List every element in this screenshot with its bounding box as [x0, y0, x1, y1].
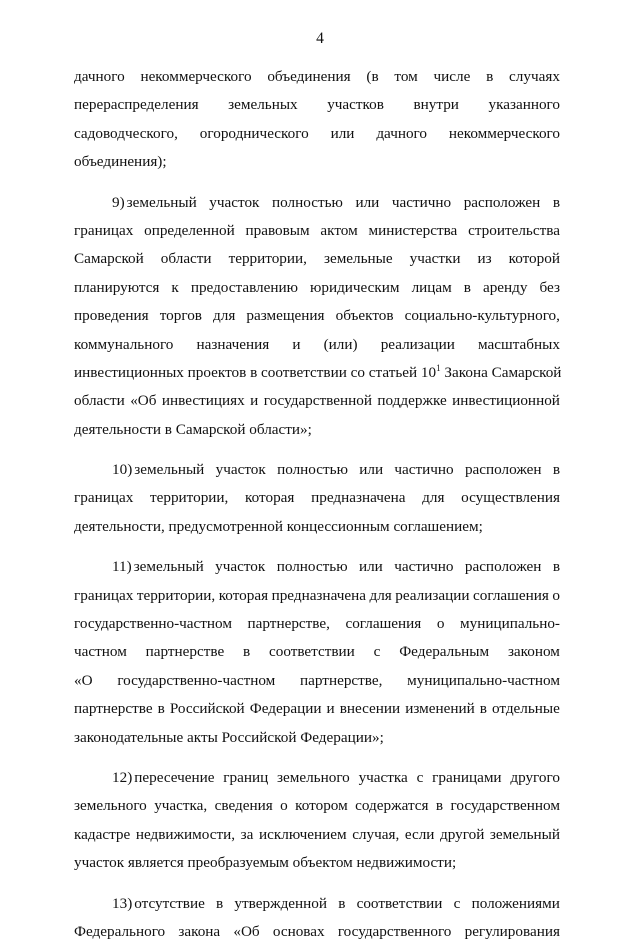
word: или: [358, 558, 383, 576]
word: «Об: [233, 922, 260, 940]
word: без: [539, 278, 560, 296]
word: «Об: [130, 392, 157, 410]
text-line: [74, 695, 560, 723]
text-line: [74, 821, 560, 849]
word: 9) земельный: [112, 193, 197, 211]
word: и: [292, 335, 301, 353]
word: Российской: [169, 700, 245, 718]
word: внутри: [413, 96, 459, 114]
word: соответствии: [356, 894, 443, 912]
word: утвержденной: [234, 894, 328, 912]
word: аренду: [482, 278, 528, 296]
word: кадастре: [74, 825, 131, 843]
word: регулирования: [464, 922, 560, 940]
word: государственно-частном: [117, 671, 276, 689]
word: в: [216, 894, 224, 912]
word: Федерации: [249, 700, 322, 718]
word: частично: [394, 558, 454, 576]
word: партнерстве,: [247, 615, 330, 633]
word: социально-культурного,: [404, 307, 560, 325]
word: территории,: [228, 250, 307, 268]
word: предназначена: [271, 586, 366, 604]
word: которая: [218, 586, 269, 604]
word: инвестициях: [161, 392, 245, 410]
word: земельные: [323, 250, 393, 268]
word: поддержке: [377, 392, 447, 410]
word: партнерстве: [74, 700, 153, 718]
word: участки: [409, 250, 461, 268]
text-line: [74, 387, 560, 415]
word: о: [436, 615, 445, 633]
word: и: [250, 392, 259, 410]
word: котором: [295, 797, 348, 815]
paragraph-item-13: [74, 890, 560, 946]
word: частично: [391, 193, 452, 211]
word: другой: [440, 825, 485, 843]
word: которой: [508, 250, 560, 268]
word: о: [552, 586, 560, 604]
text-line: [74, 416, 560, 444]
word: объединения: [267, 68, 351, 85]
word: в: [479, 700, 487, 718]
word: расположен: [463, 193, 541, 211]
word: министерства: [368, 221, 458, 239]
word: в: [552, 461, 560, 479]
word: числе: [433, 68, 471, 85]
word: области: [74, 392, 125, 410]
word: проведения: [74, 307, 149, 325]
word: расположен: [464, 558, 542, 576]
word: государственно-частном: [74, 615, 232, 633]
word: полностью: [276, 558, 348, 576]
paragraph-item-10: [74, 456, 560, 541]
word: партнерстве: [145, 643, 225, 661]
word: огороднического: [199, 124, 309, 142]
superscript: 1: [436, 362, 441, 373]
text-line: [74, 918, 560, 946]
text-line: [74, 890, 560, 918]
word: (в: [366, 68, 379, 85]
word: в: [243, 643, 251, 661]
text-line: [74, 245, 560, 273]
word: или: [355, 193, 380, 211]
word: если: [404, 825, 435, 843]
word: земельного: [277, 768, 350, 786]
text-line: [74, 189, 560, 217]
word: территории,: [136, 586, 216, 604]
text-line: [74, 359, 560, 387]
text-line: [74, 513, 560, 541]
line-text: законодательные акты Российской Федерации»;: [74, 728, 384, 746]
word: в: [486, 68, 494, 85]
word: или: [330, 124, 355, 142]
word: некоммерческого: [140, 68, 252, 85]
text-line: [74, 849, 560, 877]
word: с: [453, 894, 461, 912]
line-text: объединения);: [74, 153, 167, 171]
line-text: инвестиционных проектов в соответствии со статьей $10^1$ Закона Самарской: [74, 362, 562, 381]
word: или: [359, 461, 384, 479]
word: определенной: [144, 221, 235, 239]
word: земельного: [74, 797, 147, 815]
word: в: [552, 193, 560, 211]
text-line: [74, 63, 560, 91]
word: 10) земельный: [112, 461, 205, 479]
word: дачного: [74, 68, 125, 85]
word: актом: [320, 221, 358, 239]
text-line: [74, 91, 560, 119]
text-line: [74, 667, 560, 695]
word: границах: [74, 221, 134, 239]
paragraph-item-12: [74, 764, 560, 878]
word: положениями: [471, 894, 560, 912]
word: участок: [215, 558, 266, 576]
word: садоводческого,: [74, 124, 178, 142]
text-line: [74, 274, 560, 302]
word: муниципально-частном: [407, 671, 560, 689]
word: частично: [394, 461, 454, 479]
word: к: [171, 278, 179, 296]
word: участка: [358, 768, 408, 786]
word: и: [326, 700, 335, 718]
word: изменений: [405, 700, 475, 718]
word: реализации: [380, 335, 455, 353]
word: основах: [272, 922, 325, 940]
word: масштабных: [478, 335, 560, 353]
text-line: [74, 120, 560, 148]
text-line: [74, 582, 560, 610]
word: некоммерческого: [448, 124, 560, 142]
word: внесении: [339, 700, 401, 718]
text-line: [74, 792, 560, 820]
word: за: [240, 825, 254, 843]
word: сведения: [214, 797, 273, 815]
word: частном: [74, 643, 127, 661]
word: назначения: [196, 335, 270, 353]
word: размещения: [246, 307, 325, 325]
text-line: [74, 553, 560, 581]
word: из: [477, 250, 492, 268]
word: участка,: [154, 797, 208, 815]
word: для: [213, 307, 236, 325]
word: границами: [432, 768, 502, 786]
word: государственной: [263, 392, 372, 410]
word: недвижимости,: [135, 825, 236, 843]
text-line: [74, 456, 560, 484]
word: государственном: [450, 797, 560, 815]
word: Самарской: [74, 250, 144, 268]
word: Федеральным: [399, 643, 490, 661]
line-text: деятельности в Самарской области»;: [74, 420, 312, 438]
word: перераспределения: [74, 96, 199, 114]
word: в: [463, 278, 471, 296]
word: с: [416, 768, 424, 786]
word: предназначена: [311, 489, 406, 507]
word: для: [422, 489, 445, 507]
word: инвестиционной: [452, 392, 560, 410]
line-text: участок является преобразуемым объектом недвижимости;: [74, 854, 457, 872]
word: для: [369, 586, 392, 604]
word: юридическим: [310, 278, 400, 296]
word: соответствии: [268, 643, 355, 661]
paragraph-continuation: [74, 63, 560, 177]
word: участков: [327, 96, 384, 114]
text-line: [74, 148, 560, 176]
word: которая: [245, 489, 295, 507]
word: участок: [215, 461, 266, 479]
text-line: [74, 331, 560, 359]
word: о: [280, 797, 288, 815]
document-body: [74, 63, 560, 946]
word: расположен: [464, 461, 542, 479]
line-text: деятельности, предусмотренной концессионным соглашением;: [74, 517, 483, 535]
word: правовым: [245, 221, 310, 239]
word: предоставлению: [190, 278, 298, 296]
word: партнерстве,: [300, 671, 383, 689]
word: 12) пересечение: [112, 768, 215, 786]
word: в: [435, 797, 444, 815]
word: соглашения: [345, 615, 422, 633]
text-line: [74, 217, 560, 245]
word: случаях: [509, 68, 560, 85]
word: соглашения: [473, 586, 549, 604]
word: законом: [507, 643, 560, 661]
word: земельный: [489, 825, 560, 843]
word: границ: [223, 768, 269, 786]
word: строительства: [468, 221, 560, 239]
text-line: [74, 302, 560, 330]
word: государственного: [337, 922, 452, 940]
page-number: 4: [316, 30, 324, 47]
word: планируются: [74, 278, 160, 296]
paragraph-item-11: [74, 553, 560, 752]
word: отдельные: [492, 700, 560, 718]
word: территории,: [149, 489, 229, 507]
word: 13) отсутствие: [112, 894, 205, 912]
text-line: [74, 724, 560, 752]
word: торгов: [159, 307, 202, 325]
word: дачного: [376, 124, 427, 142]
word: границах: [74, 586, 134, 604]
word: указанного: [488, 96, 560, 114]
text-line: [74, 610, 560, 638]
word: том: [394, 68, 418, 85]
word: муниципально-: [459, 615, 560, 633]
word: коммунального: [74, 335, 174, 353]
word: закона: [178, 922, 221, 940]
word: в: [552, 558, 560, 576]
word: содержатся: [355, 797, 429, 815]
word: случая,: [352, 825, 400, 843]
word: другого: [510, 768, 560, 786]
word: 11) земельный: [112, 558, 204, 576]
word: в: [157, 700, 165, 718]
word: «О: [74, 671, 93, 689]
paragraph-item-9: [74, 189, 560, 445]
word: исключением: [259, 825, 347, 843]
text-line: [74, 484, 560, 512]
word: осуществления: [461, 489, 560, 507]
word: объектов: [335, 307, 394, 325]
word: Федерального: [74, 922, 166, 940]
text-line: [74, 764, 560, 792]
word: полностью: [272, 193, 343, 211]
text-line: [74, 638, 560, 666]
word: в: [338, 894, 346, 912]
word: реализации: [395, 586, 470, 604]
word: границах: [74, 489, 134, 507]
word: области: [160, 250, 212, 268]
word: лицам: [411, 278, 452, 296]
word: участок: [209, 193, 260, 211]
word: полностью: [277, 461, 348, 479]
word: земельных: [228, 96, 298, 114]
word: с: [373, 643, 381, 661]
word: (или): [323, 335, 358, 353]
